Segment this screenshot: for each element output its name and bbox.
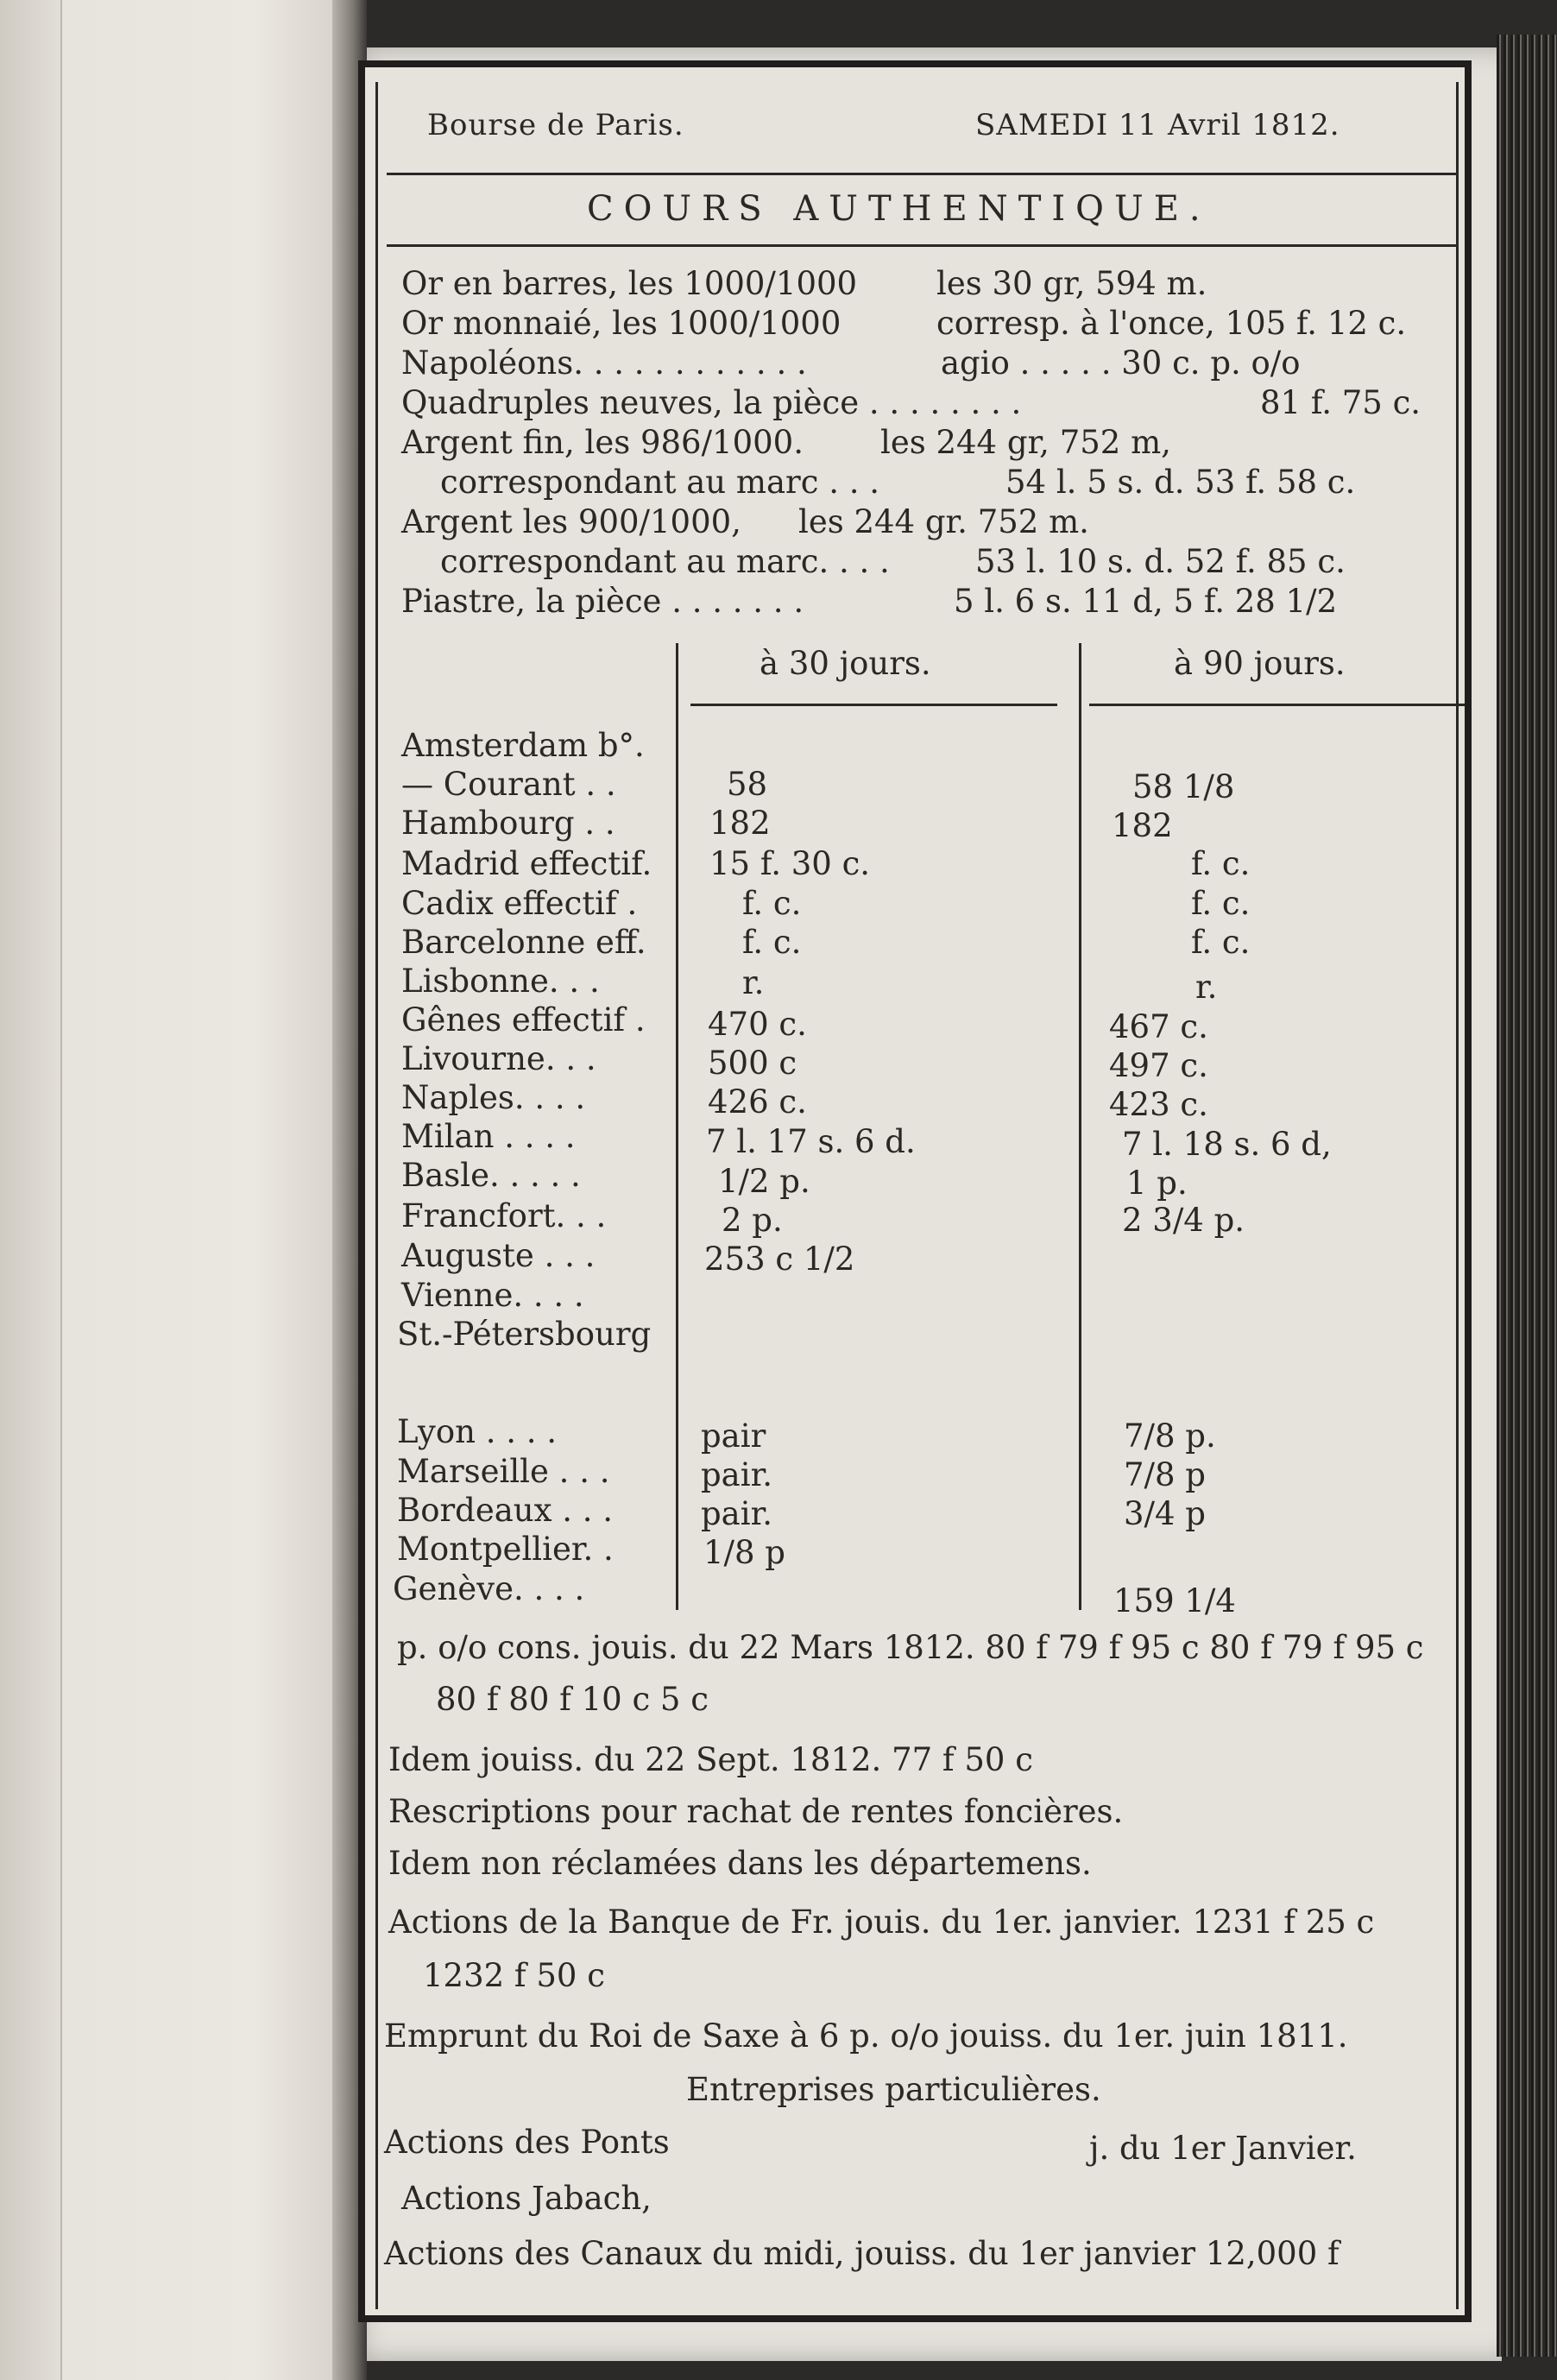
rate-90-days: 7 l. 18 s. 6 d,: [1122, 1126, 1332, 1163]
exchange-place: Cadix effectif .: [401, 885, 638, 922]
col-header-90-days: à 90 jours.: [1174, 645, 1346, 682]
metal-detail: les 244 gr. 752 m.: [798, 503, 1089, 540]
col-header-rule: [1089, 704, 1465, 706]
fund-line: Actions Jabach,: [401, 2180, 652, 2217]
rate-30-days: 470 c.: [708, 1006, 807, 1043]
exchange-place: Lisbonne. . .: [401, 963, 600, 1000]
metal-label: Quadruples neuves, la pièce . . . . . . . .: [401, 384, 1022, 421]
rate-90-days: 467 c.: [1109, 1008, 1208, 1045]
metal-detail: corresp. à l'once, 105 f. 12 c.: [936, 305, 1407, 342]
rate-30-days: pair: [701, 1417, 766, 1455]
rate-30-days: pair.: [701, 1456, 772, 1493]
exchange-place: Basle. . . . .: [401, 1157, 581, 1194]
rate-90-days: 2 3/4 p.: [1122, 1202, 1245, 1239]
column-rule: [1079, 643, 1081, 1610]
exchange-place: Francfort. . .: [401, 1197, 607, 1234]
exchange-place: St.-Pétersbourg: [397, 1316, 652, 1353]
exchange-place: Gênes effectif .: [401, 1001, 646, 1038]
domestic-place: Montpellier. .: [397, 1531, 614, 1568]
exchange-place: Barcelonne eff.: [401, 924, 646, 961]
domestic-place: Bordeaux . . .: [397, 1492, 614, 1529]
rate-90-days: 58 1/8: [1132, 768, 1235, 805]
fund-line: Actions des Canaux du midi, jouiss. du 1er janvier 12,000 f: [384, 2235, 1340, 2272]
exchange-place: — Courant . .: [401, 766, 616, 803]
metal-detail: les 30 gr, 594 m.: [936, 265, 1207, 302]
exchange-place: Hambourg . .: [401, 805, 615, 842]
rate-30-days: r.: [742, 964, 765, 1001]
page-edges: [1497, 35, 1557, 2357]
fund-line: Idem non réclamées dans les départemens.: [388, 1845, 1092, 1882]
fund-line: p. o/o cons. jouis. du 22 Mars 1812. 80 f 79 f 95 c 80 f 79 f 95 c: [397, 1629, 1424, 1666]
title-rule: [387, 244, 1457, 247]
rate-90-days: 3/4 p: [1124, 1495, 1206, 1532]
rate-90-days: 182: [1112, 807, 1173, 844]
rate-30-days: f. c.: [742, 885, 802, 922]
rate-90-days: 497 c.: [1109, 1047, 1208, 1084]
metal-detail: 54 l. 5 s. d. 53 f. 58 c.: [1005, 464, 1356, 501]
column-rule: [676, 643, 678, 1610]
metal-label: Piastre, la pièce . . . . . . .: [401, 583, 804, 620]
domestic-place: Marseille . . .: [397, 1453, 610, 1490]
rate-30-days: 7 l. 17 s. 6 d.: [706, 1123, 916, 1160]
header-rule: [387, 173, 1457, 175]
rate-30-days: 58: [727, 766, 768, 803]
fund-line: j. du 1er Janvier.: [1089, 2130, 1357, 2167]
rate-30-days: 2 p.: [722, 1202, 783, 1239]
metal-detail: agio . . . . . 30 c. p. o/o: [941, 344, 1301, 382]
col-header-30-days: à 30 jours.: [760, 645, 931, 682]
rate-90-days: 423 c.: [1109, 1086, 1208, 1123]
exchange-place: Vienne. . . .: [401, 1277, 584, 1314]
fund-line: Rescriptions pour rachat de rentes foncières.: [388, 1793, 1124, 1830]
rate-90-days: 1 p.: [1126, 1165, 1188, 1202]
fund-line: Idem jouiss. du 22 Sept. 1812. 77 f 50 c: [388, 1741, 1033, 1778]
metal-label: Argent les 900/1000,: [401, 503, 741, 540]
header-right: SAMEDI 11 Avril 1812.: [975, 108, 1340, 142]
rate-30-days: 253 c 1/2: [704, 1241, 855, 1278]
metal-label: Argent fin, les 986/1000.: [401, 424, 804, 461]
rate-30-days: pair.: [701, 1495, 772, 1532]
exchange-place: Milan . . . .: [401, 1118, 576, 1155]
rate-90-days: 7/8 p: [1124, 1456, 1206, 1493]
fund-line: Actions des Ponts: [384, 2124, 670, 2161]
rate-30-days: 182: [709, 805, 771, 842]
rate-90-days: r.: [1195, 969, 1218, 1006]
exchange-place: Amsterdam b°.: [401, 727, 645, 764]
rate-90-days: f. c.: [1191, 845, 1251, 882]
header-left: Bourse de Paris.: [427, 108, 684, 142]
rate-30-days: 1/8 p: [703, 1534, 785, 1571]
fund-line: Emprunt du Roi de Saxe à 6 p. o/o jouiss. du 1er. juin 1811.: [384, 2017, 1348, 2055]
metal-label: correspondant au marc. . . .: [440, 543, 890, 580]
rate-90-days: 159 1/4: [1113, 1582, 1236, 1619]
domestic-place: Lyon . . . .: [397, 1413, 558, 1450]
rate-30-days: 500 c: [708, 1045, 797, 1082]
rate-30-days: 426 c.: [708, 1083, 807, 1121]
exchange-place: Madrid effectif.: [401, 845, 652, 882]
exchange-place: Livourne. . .: [401, 1040, 596, 1077]
rate-30-days: 15 f. 30 c.: [709, 845, 871, 882]
metal-detail: 81 f. 75 c.: [1260, 384, 1421, 421]
rate-90-days: f. c.: [1191, 924, 1251, 961]
page-title: COURS AUTHENTIQUE.: [587, 189, 1211, 229]
rate-30-days: f. c.: [742, 924, 802, 961]
metal-detail: 5 l. 6 s. 11 d, 5 f. 28 1/2: [954, 583, 1338, 620]
metal-label: correspondant au marc . . .: [440, 464, 880, 501]
metal-label: Or monnaié, les 1000/1000: [401, 305, 842, 342]
fund-line: 80 f 80 f 10 c 5 c: [436, 1681, 709, 1718]
rate-90-days: 7/8 p.: [1124, 1417, 1216, 1455]
metal-label: Napoléons. . . . . . . . . . . .: [401, 344, 807, 382]
exchange-place: Naples. . . .: [401, 1079, 586, 1116]
rate-30-days: 1/2 p.: [718, 1163, 810, 1200]
fund-line: 1232 f 50 c: [423, 1957, 605, 1994]
fund-line: Actions de la Banque de Fr. jouis. du 1er. janvier. 1231 f 25 c: [388, 1903, 1375, 1941]
rate-90-days: f. c.: [1191, 885, 1251, 922]
col-header-rule: [690, 704, 1057, 706]
domestic-place: Genève. . . .: [393, 1570, 585, 1607]
section-heading: Entreprises particulières.: [686, 2071, 1101, 2108]
left-page-edge: [0, 0, 62, 2380]
metal-detail: les 244 gr, 752 m,: [880, 424, 1171, 461]
metal-label: Or en barres, les 1000/1000: [401, 265, 858, 302]
metal-detail: 53 l. 10 s. d. 52 f. 85 c.: [975, 543, 1346, 580]
exchange-place: Auguste . . .: [401, 1237, 596, 1274]
